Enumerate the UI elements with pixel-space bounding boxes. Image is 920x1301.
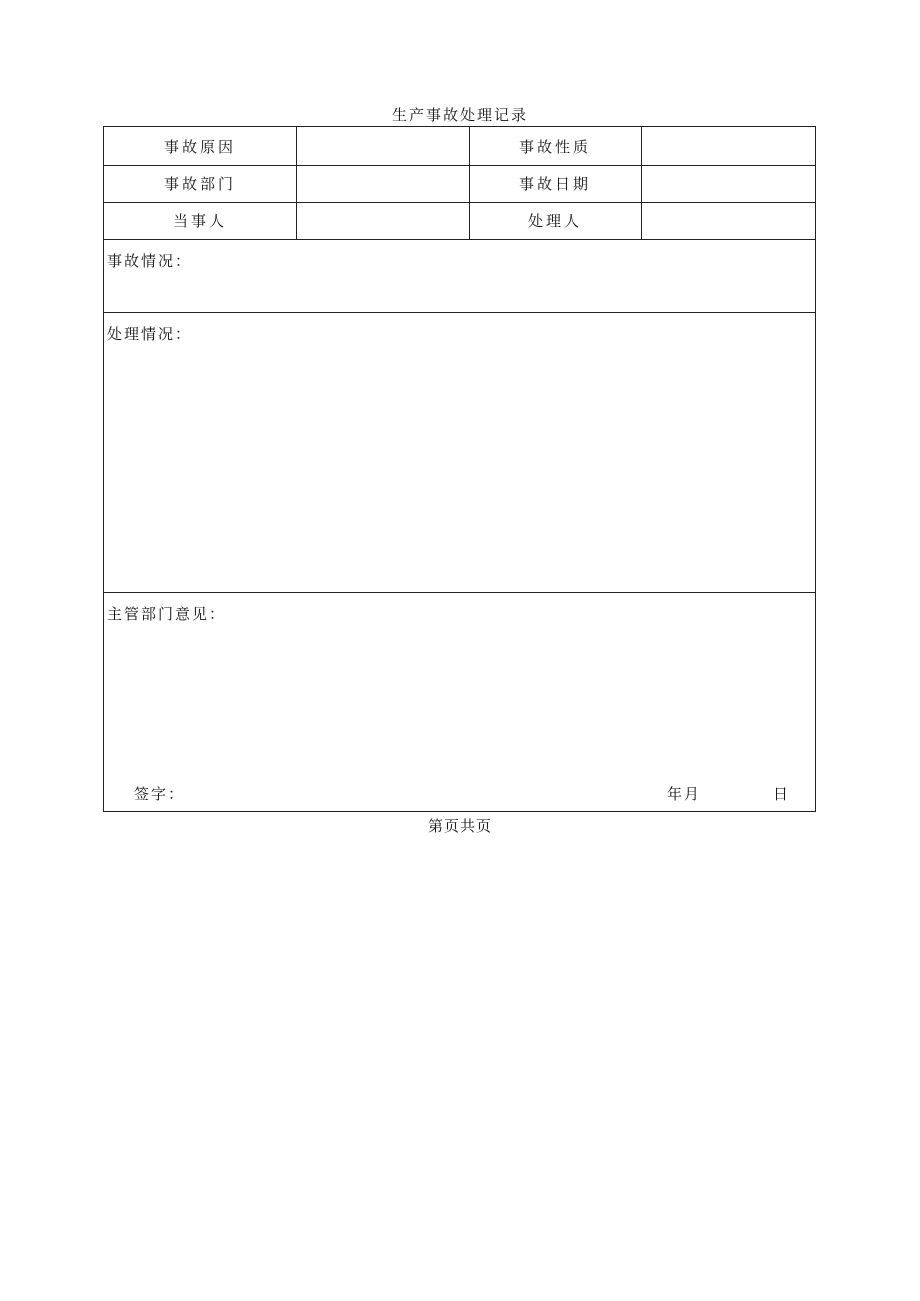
form-title: 生产事故处理记录 bbox=[391, 106, 528, 124]
accident-nature-label: 事故性质 bbox=[518, 137, 591, 156]
accident-department-label: 事故部门 bbox=[163, 175, 236, 193]
handler-label: 处理人 bbox=[527, 212, 582, 230]
page-footer: 第页共页 bbox=[427, 817, 492, 835]
accident-situation-label: 事故情况： bbox=[107, 252, 193, 270]
row-divider bbox=[104, 239, 815, 240]
handler-field[interactable] bbox=[641, 202, 815, 239]
accident-record-form bbox=[103, 126, 816, 812]
row-divider bbox=[104, 312, 815, 313]
accident-cause-label: 事故原因 bbox=[163, 137, 236, 156]
party-involved-field[interactable] bbox=[296, 202, 469, 239]
accident-nature-field[interactable] bbox=[641, 127, 815, 165]
accident-date-field[interactable] bbox=[641, 165, 815, 202]
accident-department-field[interactable] bbox=[296, 165, 469, 202]
row-divider bbox=[104, 592, 815, 593]
signature-label: 签字： bbox=[134, 785, 186, 803]
handling-situation-label: 处理情况： bbox=[107, 325, 193, 343]
year-month-label: 年月 bbox=[667, 785, 702, 803]
party-involved-label: 当事人 bbox=[172, 212, 227, 230]
department-opinion-label: 主管部门意见： bbox=[107, 605, 227, 623]
accident-cause-field[interactable] bbox=[296, 127, 469, 165]
day-label: 日 bbox=[773, 785, 791, 803]
accident-date-label: 事故日期 bbox=[518, 175, 591, 193]
